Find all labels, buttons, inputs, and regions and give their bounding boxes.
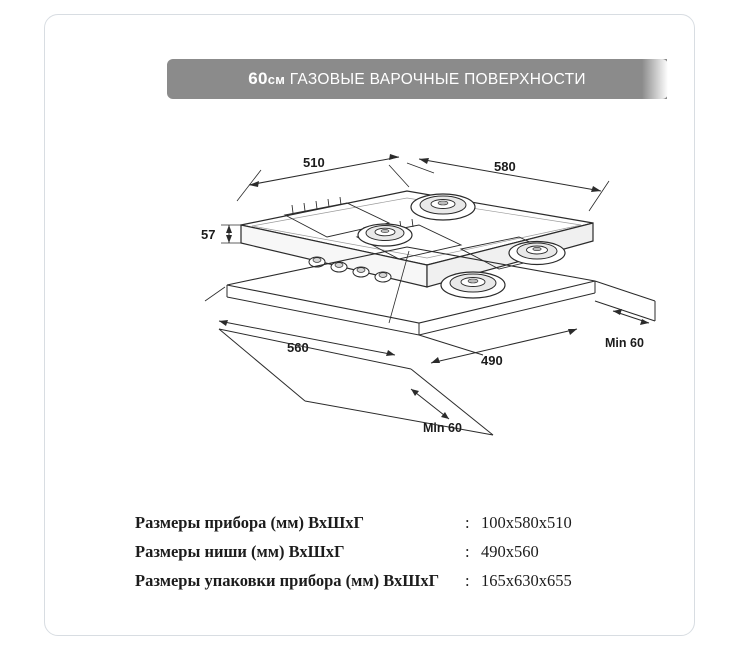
diagram-svg: [89, 115, 739, 475]
burner-left: [358, 224, 412, 246]
spec-separator: :: [465, 513, 470, 532]
spec-label-appliance-dimensions: Размеры прибора (мм) ВхШхГ: [135, 513, 364, 532]
spec-row: [135, 542, 695, 562]
specifications-list: [135, 513, 695, 600]
dim-560-label: 560: [287, 340, 309, 355]
spec-value-package-dimensions: 165x630x655: [481, 571, 572, 590]
page-title-rest: ГАЗОВЫЕ ВАРОЧНЫЕ ПОВЕРХНОСТИ: [285, 71, 586, 88]
burner-right: [509, 242, 565, 265]
burner-front-center: [441, 272, 505, 298]
knob-3: [353, 267, 369, 277]
hob-dimension-diagram: [89, 115, 739, 475]
dim-57-label: 57: [201, 227, 216, 242]
dim-min60-front-label: Min 60: [423, 421, 462, 435]
page-title-unit: см: [267, 72, 286, 87]
spec-separator: :: [465, 542, 470, 561]
spec-separator: :: [465, 571, 470, 590]
page-title-number: 60: [248, 69, 268, 88]
spec-value-cutout-dimensions: 490x560: [481, 542, 539, 561]
dim-57: [221, 225, 241, 243]
knob-2: [331, 262, 347, 272]
spec-row: [135, 513, 695, 533]
dim-min60-right-label: Min 60: [605, 336, 644, 350]
dim-510-label: 510: [303, 155, 325, 170]
dim-min60-front: [411, 389, 449, 419]
spec-row: [135, 571, 695, 591]
spec-label-cutout-dimensions: Размеры ниши (мм) ВхШхГ: [135, 542, 345, 561]
dim-580-label: 580: [494, 159, 516, 174]
product-card: [44, 14, 695, 636]
burner-rear-center: [411, 194, 475, 220]
spec-value-appliance-dimensions: 100x580x510: [481, 513, 572, 532]
section-title-bar: [167, 59, 667, 99]
spec-label-package-dimensions: Размеры упаковки прибора (мм) ВхШхГ: [135, 571, 440, 590]
knob-4: [375, 272, 391, 282]
dim-490-label: 490: [481, 353, 503, 368]
page-title: [248, 69, 586, 89]
